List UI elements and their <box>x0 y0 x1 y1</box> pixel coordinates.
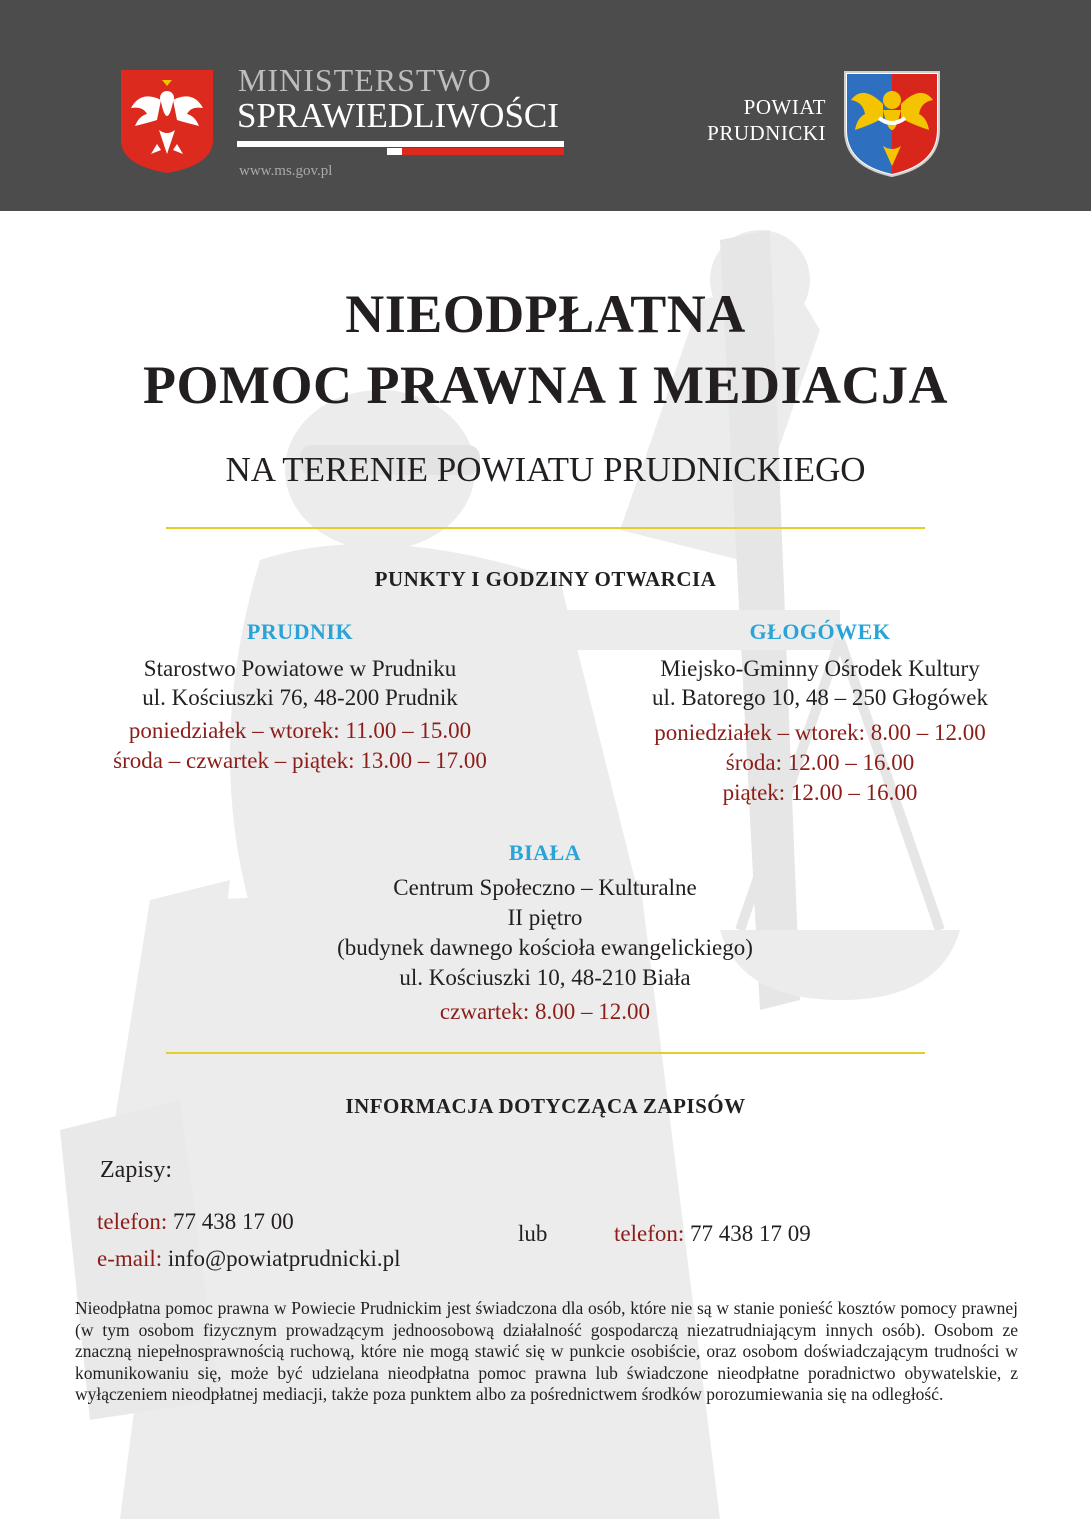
divider-bottom <box>166 1052 925 1054</box>
legal-notice: Nieodpłatna pomoc prawna w Powiecie Prudnickim jest świadczona dla osób, które nie są w stanie ponieść kosztów pomocy prawnej (w tym osobom fizycznym prowadzącym jednoosobową działalność gospodarczą niezatrudniającym innych osób). Osobom ze znaczną niepełnosprawnością ruchową, które nie mogą stawić się w punkcie osobiście, oraz osobom doświadczającym trudności w komunikowaniu się, może być udzielana nieodpłatna pomoc prawna lub świadczone nieodpłatne poradnictwo obywatelskie, z wyłączeniem nieodpłatnej mediacji, także poza punktem albo za pośrednictwem środków porozumiewania się na odległość. <box>75 1298 1018 1404</box>
or-separator: lub <box>518 1221 548 1246</box>
point-biala <box>145 839 945 1027</box>
place-biala: Centrum Społeczno – Kulturalne <box>393 875 697 900</box>
polish-eagle-emblem-icon <box>121 70 213 173</box>
email-value[interactable]: info@powiatprudnicki.pl <box>167 1246 401 1271</box>
phone2-label: telefon: <box>614 1221 685 1246</box>
city-glogowek: GŁOGÓWEK <box>749 619 891 644</box>
title-line1: NIEODPŁATNA <box>345 284 746 344</box>
address-prudnik: ul. Kościuszki 76, 48-200 Prudnik <box>142 685 458 710</box>
phone2-line <box>614 1219 811 1249</box>
city-prudnik: PRUDNIK <box>246 619 354 644</box>
phone2-value[interactable]: 77 438 17 09 <box>690 1221 811 1246</box>
divider-top <box>166 527 925 529</box>
phone1-line <box>97 1207 294 1237</box>
subtitle: NA TERENIE POWIATU PRUDNICKIEGO <box>225 450 866 489</box>
registration-heading: INFORMACJA DOTYCZĄCA ZAPISÓW <box>345 1094 746 1118</box>
email-line <box>97 1244 401 1274</box>
address-biala: ul. Kościuszki 10, 48-210 Biała <box>399 965 691 990</box>
flag-stripe-icon <box>237 140 564 157</box>
points-heading: PUNKTY I GODZINY OTWARCIA <box>374 567 717 591</box>
powiat-name-line1: POWIAT <box>743 95 826 119</box>
hours-biala-1: czwartek: 8.00 – 12.00 <box>439 999 651 1024</box>
address-glogowek: ul. Batorego 10, 48 – 250 Głogówek <box>651 685 988 710</box>
hours-glogowek-3: piątek: 12.00 – 16.00 <box>722 780 918 805</box>
ministry-name-line1: MINISTERSTWO <box>238 62 492 98</box>
place-prudnik: Starostwo Powiatowe w Prudniku <box>143 656 457 681</box>
hours-glogowek-2: środa: 12.00 – 16.00 <box>725 750 915 775</box>
point-prudnik <box>50 618 550 776</box>
hours-prudnik-2: środa – czwartek – piątek: 13.00 – 17.00 <box>113 748 487 773</box>
phone1-label: telefon: <box>97 1209 168 1234</box>
hours-prudnik-1: poniedziałek – wtorek: 11.00 – 15.00 <box>128 718 472 743</box>
ministry-url: www.ms.gov.pl <box>239 163 333 179</box>
phone1-value[interactable]: 77 438 17 00 <box>173 1209 294 1234</box>
note-biala: (budynek dawnego kościoła ewangelickiego) <box>337 935 753 960</box>
city-biala: BIAŁA <box>508 840 582 865</box>
title-line2: POMOC PRAWNA I MEDIACJA <box>143 355 948 415</box>
header-band <box>0 0 1091 211</box>
powiat-name <box>668 94 826 146</box>
powiat-name-line2: PRUDNICKI <box>707 121 826 145</box>
point-glogowek <box>570 618 1070 808</box>
place-glogowek: Miejsko-Gminny Ośrodek Kultury <box>660 656 980 681</box>
powiat-prudnicki-crest-icon <box>843 70 941 178</box>
hours-glogowek-1: poniedziałek – wtorek: 8.00 – 12.00 <box>654 720 986 745</box>
floor-biala: II piętro <box>507 905 583 930</box>
ministry-name-line2: SPRAWIEDLIWOŚCI <box>237 96 559 135</box>
email-label: e-mail: <box>97 1246 163 1271</box>
registration-intro: Zapisy: <box>100 1157 172 1183</box>
